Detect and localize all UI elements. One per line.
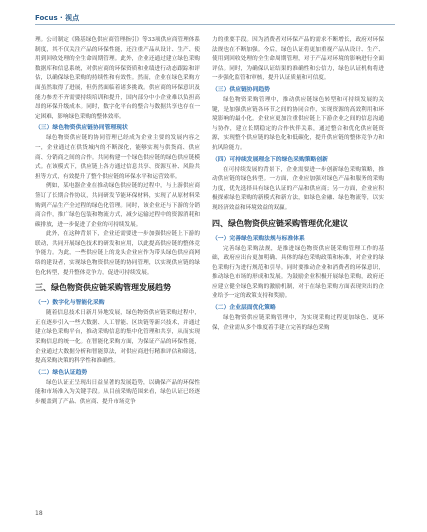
header-divider: [35, 24, 395, 25]
paragraph: 理。公司制定《隆基绿色供应商管理指引》等33项供应商管理体系制度，其不仅关注产品的环保性能，还注重产品从设计、生产、使用到回收处理的全生命周期管理。此外，企业还通过建立绿色采购数据库和信息系统，对供应商的环保资质和业绩进行动态跟踪和评估，以确保绿色采购的持续性和有效性。然而，企业在绿色采购方面虽然取得了进展，但仍然面临着诸多挑战。供应商的环保意识及能力参差不齐需要持续培训和提升，国内部分中小企业难以负担高昂的环保升级成本。同时，数字化平台的整合与数据共享也存在一定困难，影响绿色采购的整体效率。: [35, 37, 200, 120]
section-title: Focus · 视点: [35, 14, 80, 22]
paragraph: 绿色认证正呈现出日益显著的发展趋势，以确保产品的环保性能和市场准入为关键手段。从目前采购范围来看，绿色认证已经逐步覆盖到了产品、供应商、提升市场竞争: [35, 379, 200, 405]
paragraph: 完善绿色采购法规，是推进绿色物资供应链采购管理工作的基础，政府应出台更加明确、具体的绿色采购政策和标准，对企业的绿色采购行为进行规范和引导。同时要推动企业和消费者的环保意识，推动绿色市场的形成和发展。为鼓励企业积极开展绿色采购，政府还应建立健全绿色采购的激励机制，对于在绿色采购方面表现突出的企业给予一定的政策支持和奖励。: [212, 245, 384, 300]
subsection-heading: （三）供应链协同趋势: [212, 86, 270, 93]
paragraph: 例如，某电器企业在推动绿色供应链的过程中，与上游供应商签订了长期合作协议，共同研发节能环保材料，实现了从原材料采购到产品生产全过程的绿色化管理。同时，该企业还与下游的分销商合作，推广绿色包装和物流方式，减少运输过程中的资源消耗和碳排放，进一步促进了企业的可持续发展。: [35, 183, 200, 228]
paragraph: 绿色物资供应链的协同管理已经成为企业主要的发展内容之一，企业通过在供货城内的不断深化，能够实现与供货商、供应商、分销商之间的合作。共同构建一个绿色供应链的绿色供应链模式。在该模式下，供应链上各方通过信息共享、资源互补、风险共担等方式，有效提升了整个供应链的环保水平和运营效率。: [35, 135, 200, 180]
paragraph: 此外，在这种背景下，企业还需要进一步加强供应链上下游的联动，共同开展绿色技术的研发和应用，以此提高供应链的整体竞争能力。为此，一些供应链上的龙头企业应作为带头绿色供应商网络的建设者，实现绿色物资供应链的协同管理，以实现供应链的绿色化转型，提升整体竞争力，促进可持续发展。: [35, 231, 200, 276]
subsection-heading: （四）可持续发展理念下的绿色采购策略创新: [212, 156, 328, 163]
paragraph: 力的重要手段。因为消费者对环保产品的需求不断增长，政府对环保法规也在不断加强。今后，绿色认证将更加重视产品从设计、生产、使用到回收处理的全生命周期管理，对于产品对环境的影响进行全面评估。同时，为确保认证结果的准确性和公信力，绿色认证机构将进一步强化监管和审核，提升认证质量和可信度。: [212, 37, 384, 82]
paragraph: 在可持续发展的背景下，企业需要进一步创新绿色采购策略，推动供应链的绿色转型。一方面，企业应加强对绿色产品和服务的采购力度，优先选择具有绿色认证的产品和供应商；另一方面，企业应积极探索绿色采购的新模式和新方法，如绿色金融、绿色物流等，以实现经济效益和环境效益的双赢。: [212, 166, 384, 211]
subsection-heading: （一）完善绿色采购法规与标准体系: [212, 235, 305, 242]
paragraph: 绿色物资供应链采购管理中，为实现采购过程更加绿色、更环保，企业需从多个维度着手建立完善的绿色采购: [212, 315, 384, 331]
paragraph: 绿色物资采购管理中，推动供应链绿色转型和可持续发展的关键，是加强供应链各环节之间的协同合作，实现资源的高效利用和环境影响的最小化。企业应更加注重供应链上下游企业之间的信息沟通与协作，建立长期稳定的合作伙伴关系，通过整合和优化供应链资源，实现整个供应链的绿色化和低碳化，提升供应链的整体竞争力和抗风险能力。: [212, 96, 384, 151]
left-column: [35, 36, 200, 408]
subsection-heading: （二）企业层面优化策略: [212, 305, 276, 312]
subsection-heading: （二）绿色认证趋势: [35, 369, 88, 376]
paragraph: 随着信息技术日新月异地发展，绿色物资供应链采购过程中，正在逐步引入一些大数据、人工智能、区块链等新兴技术，并通过建立绿色采购平台，推动采购信息的集中化管理和共享，从而实现采购信息的统一化。在智能化采购方面，为保证产品的环保性能，企业通过大数据分析和智能算法，对供应商进行精准评估和筛选，提高采购决策的科学性和准确性。: [35, 310, 200, 365]
section-heading: 四、绿色物资供应链采购管理优化建议: [212, 218, 348, 228]
section-heading: 三、绿色物资供应链采购管理发展趋势: [35, 283, 171, 293]
page-number: 18: [35, 510, 43, 517]
subsection-heading: （三）绿色物资供应链协同管理现状: [35, 125, 128, 132]
page-header: [0, 0, 427, 24]
subsection-heading: （一）数字化与智能化采购: [35, 300, 105, 307]
right-column: [212, 36, 384, 333]
